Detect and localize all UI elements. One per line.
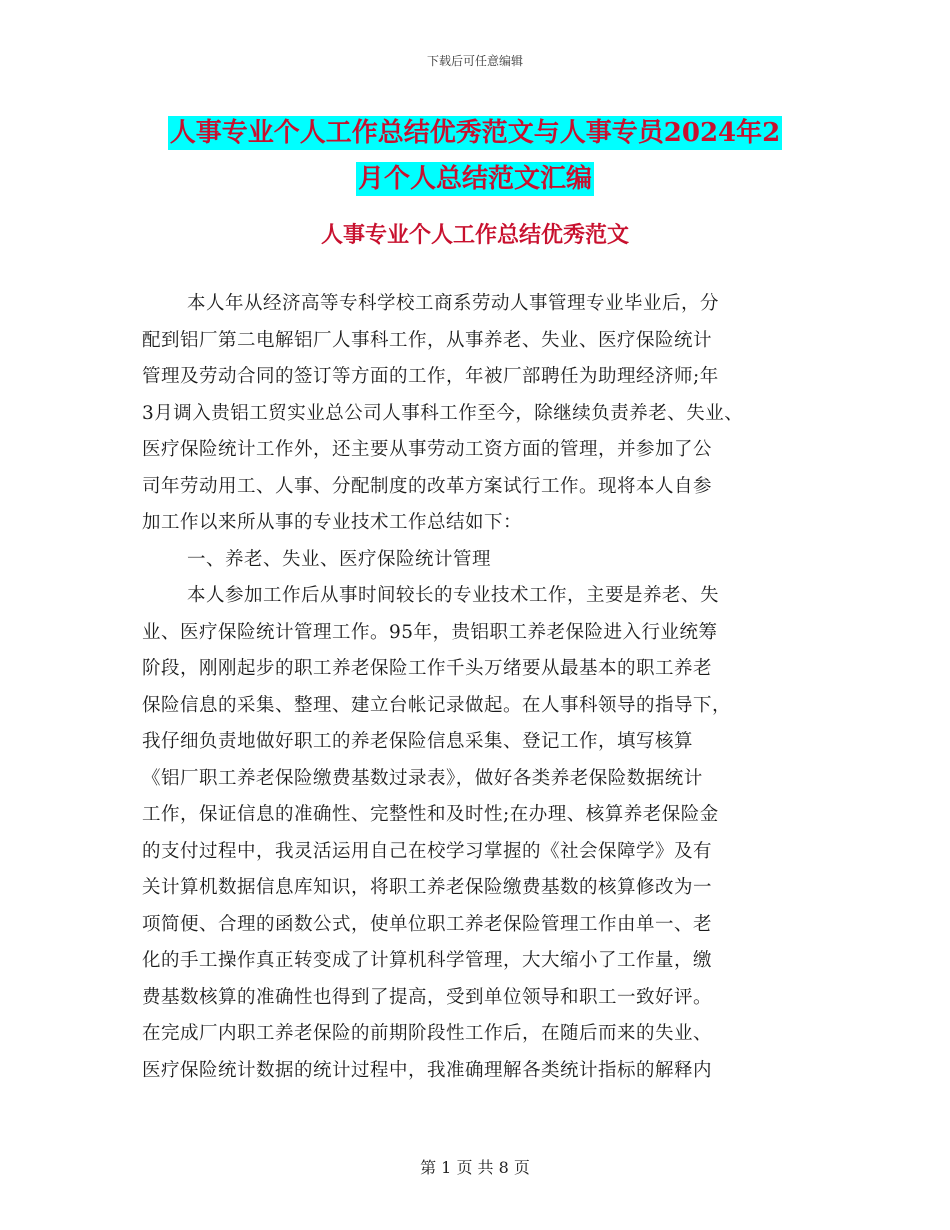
body-line: 项简便、合理的函数公式，使单位职工养老保险管理工作由单一、老: [142, 913, 713, 935]
body-line: 我仔细负责地做好职工的养老保险信息采集、登记工作，填写核算: [142, 731, 694, 752]
section-title: 人事专业个人工作总结优秀范文: [320, 222, 629, 248]
body-line: 在完成厂内职工养老保险的前期阶段性工作后，在随后而来的失业、: [142, 1023, 713, 1044]
page-number-footer: 第 1 页 共 8 页: [420, 1158, 530, 1177]
body-heading-line: 一、养老、失业、医疗保险统计管理: [187, 548, 492, 570]
body-line: 管理及劳动合同的签订等方面的工作，年被厂部聘任为助理经济师;年: [142, 366, 719, 387]
document-title-line-2: 月个人总结范文汇编: [357, 164, 592, 194]
body-line: 工作，保证信息的准确性、完整性和及时性;在办理、核算养老保险金: [142, 804, 719, 825]
body-line: 费基数核算的准确性也得到了提高，受到单位领导和职工一致好评。: [142, 986, 713, 1008]
body-line: 本人参加工作后从事时间较长的专业技术工作，主要是养老、失: [187, 585, 720, 606]
body-line: 本人年从经济高等专科学校工商系劳动人事管理专业毕业后，分: [187, 293, 720, 314]
body-line: 医疗保险统计工作外，还主要从事劳动工资方面的管理，并参加了公: [142, 439, 713, 460]
document-title-line-1: 人事专业个人工作总结优秀范文与人事专员2024年2: [169, 118, 781, 148]
body-line: 加工作以来所从事的专业技术工作总结如下：: [142, 512, 523, 533]
body-line: 医疗保险统计数据的统计过程中，我准确理解各类统计指标的解释内: [142, 1059, 713, 1081]
body-line: 司年劳动用工、人事、分配制度的改革方案试行工作。现将本人自参: [142, 475, 713, 497]
body-line: 保险信息的采集、整理、建立台帐记录做起。在人事科领导的指导下，: [142, 694, 732, 716]
body-line: 业、医疗保险统计管理工作。95年，贵铝职工养老保险进入行业统筹: [142, 621, 718, 643]
body-line: 配到铝厂第二电解铝厂人事科工作，从事养老、失业、医疗保险统计: [142, 329, 713, 351]
body-line: 《铝厂职工养老保险缴费基数过录表》，做好各类养老保险数据统计: [142, 767, 703, 789]
body-line: 阶段，刚刚起步的职工养老保险工作千头万绪要从最基本的职工养老: [142, 658, 713, 679]
body-line: 关计算机数据信息库知识，将职工养老保险缴费基数的核算修改为一: [142, 877, 713, 898]
body-line: 化的手工操作真正转变成了计算机科学管理，大大缩小了工作量，缴: [142, 950, 713, 971]
document-body: [142, 286, 832, 1089]
document-title: [0, 110, 950, 202]
body-line: 的支付过程中，我灵活运用自己在校学习掌握的《社会保障学》及有: [142, 840, 713, 862]
page-header-note: 下载后可任意编辑: [426, 54, 523, 68]
body-line: 3月调入贵铝工贸实业总公司人事科工作至今，除继续负责养老、失业、: [142, 402, 744, 424]
